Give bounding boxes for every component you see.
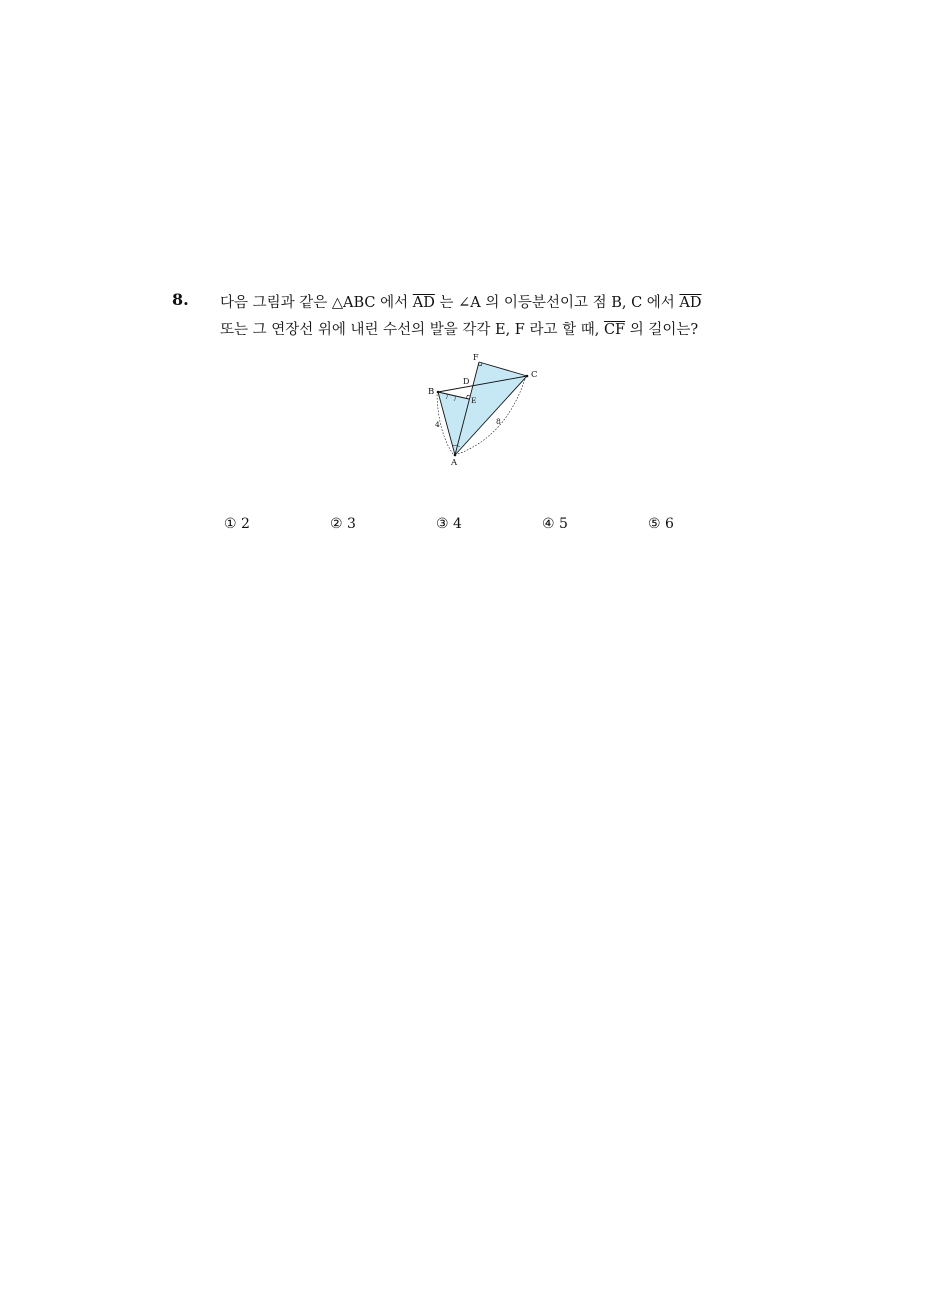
choice-5[interactable]: [648, 516, 674, 532]
choice-marker: ④: [542, 516, 555, 532]
choice-3[interactable]: [436, 516, 462, 532]
question-text-part: 는 ∠A 의 이등분선이고 점 B, C 에서: [434, 295, 680, 311]
label-e: E: [471, 396, 477, 405]
label-side-ac: 8: [496, 417, 501, 426]
choice-marker: ①: [224, 516, 237, 532]
question-line-2: [220, 317, 760, 344]
question-text-part: 의 길이는?: [625, 322, 699, 338]
choice-value: 4: [453, 516, 462, 532]
label-side-ab: 4: [435, 420, 440, 429]
choice-marker: ③: [436, 516, 449, 532]
choice-value: 5: [559, 516, 568, 532]
segment-ad: $\overline{AD}$: [679, 295, 702, 311]
segment-cf: $\overline{CF}$: [603, 322, 626, 338]
question-text: [220, 290, 760, 344]
segment-ad: $\overline{AD}$: [412, 295, 435, 311]
choice-value: 2: [241, 516, 250, 532]
choice-value: 6: [665, 516, 674, 532]
choice-value: 3: [347, 516, 356, 532]
choice-marker: ②: [330, 516, 343, 532]
label-f: F: [473, 353, 479, 362]
question-text-part: 다음 그림과 같은 △ABC 에서: [220, 295, 413, 311]
triangle-diagram: [420, 350, 550, 470]
question-text-part: 또는 그 연장선 위에 내린 수선의 발을 각각 E, F 라고 할 때,: [220, 322, 604, 338]
point-a: [454, 454, 457, 457]
label-b: B: [428, 387, 435, 397]
question-number: 8.: [172, 290, 189, 309]
label-d: D: [463, 377, 470, 386]
choice-2[interactable]: [330, 516, 356, 532]
choice-4[interactable]: [542, 516, 568, 532]
label-c: C: [531, 370, 538, 380]
point-c: [526, 375, 529, 378]
triangle-figure: [420, 350, 550, 470]
choice-1[interactable]: [224, 516, 250, 532]
label-a: A: [451, 458, 458, 468]
choice-marker: ⑤: [648, 516, 661, 532]
point-b: [437, 391, 440, 394]
question-line-1: [220, 290, 760, 317]
